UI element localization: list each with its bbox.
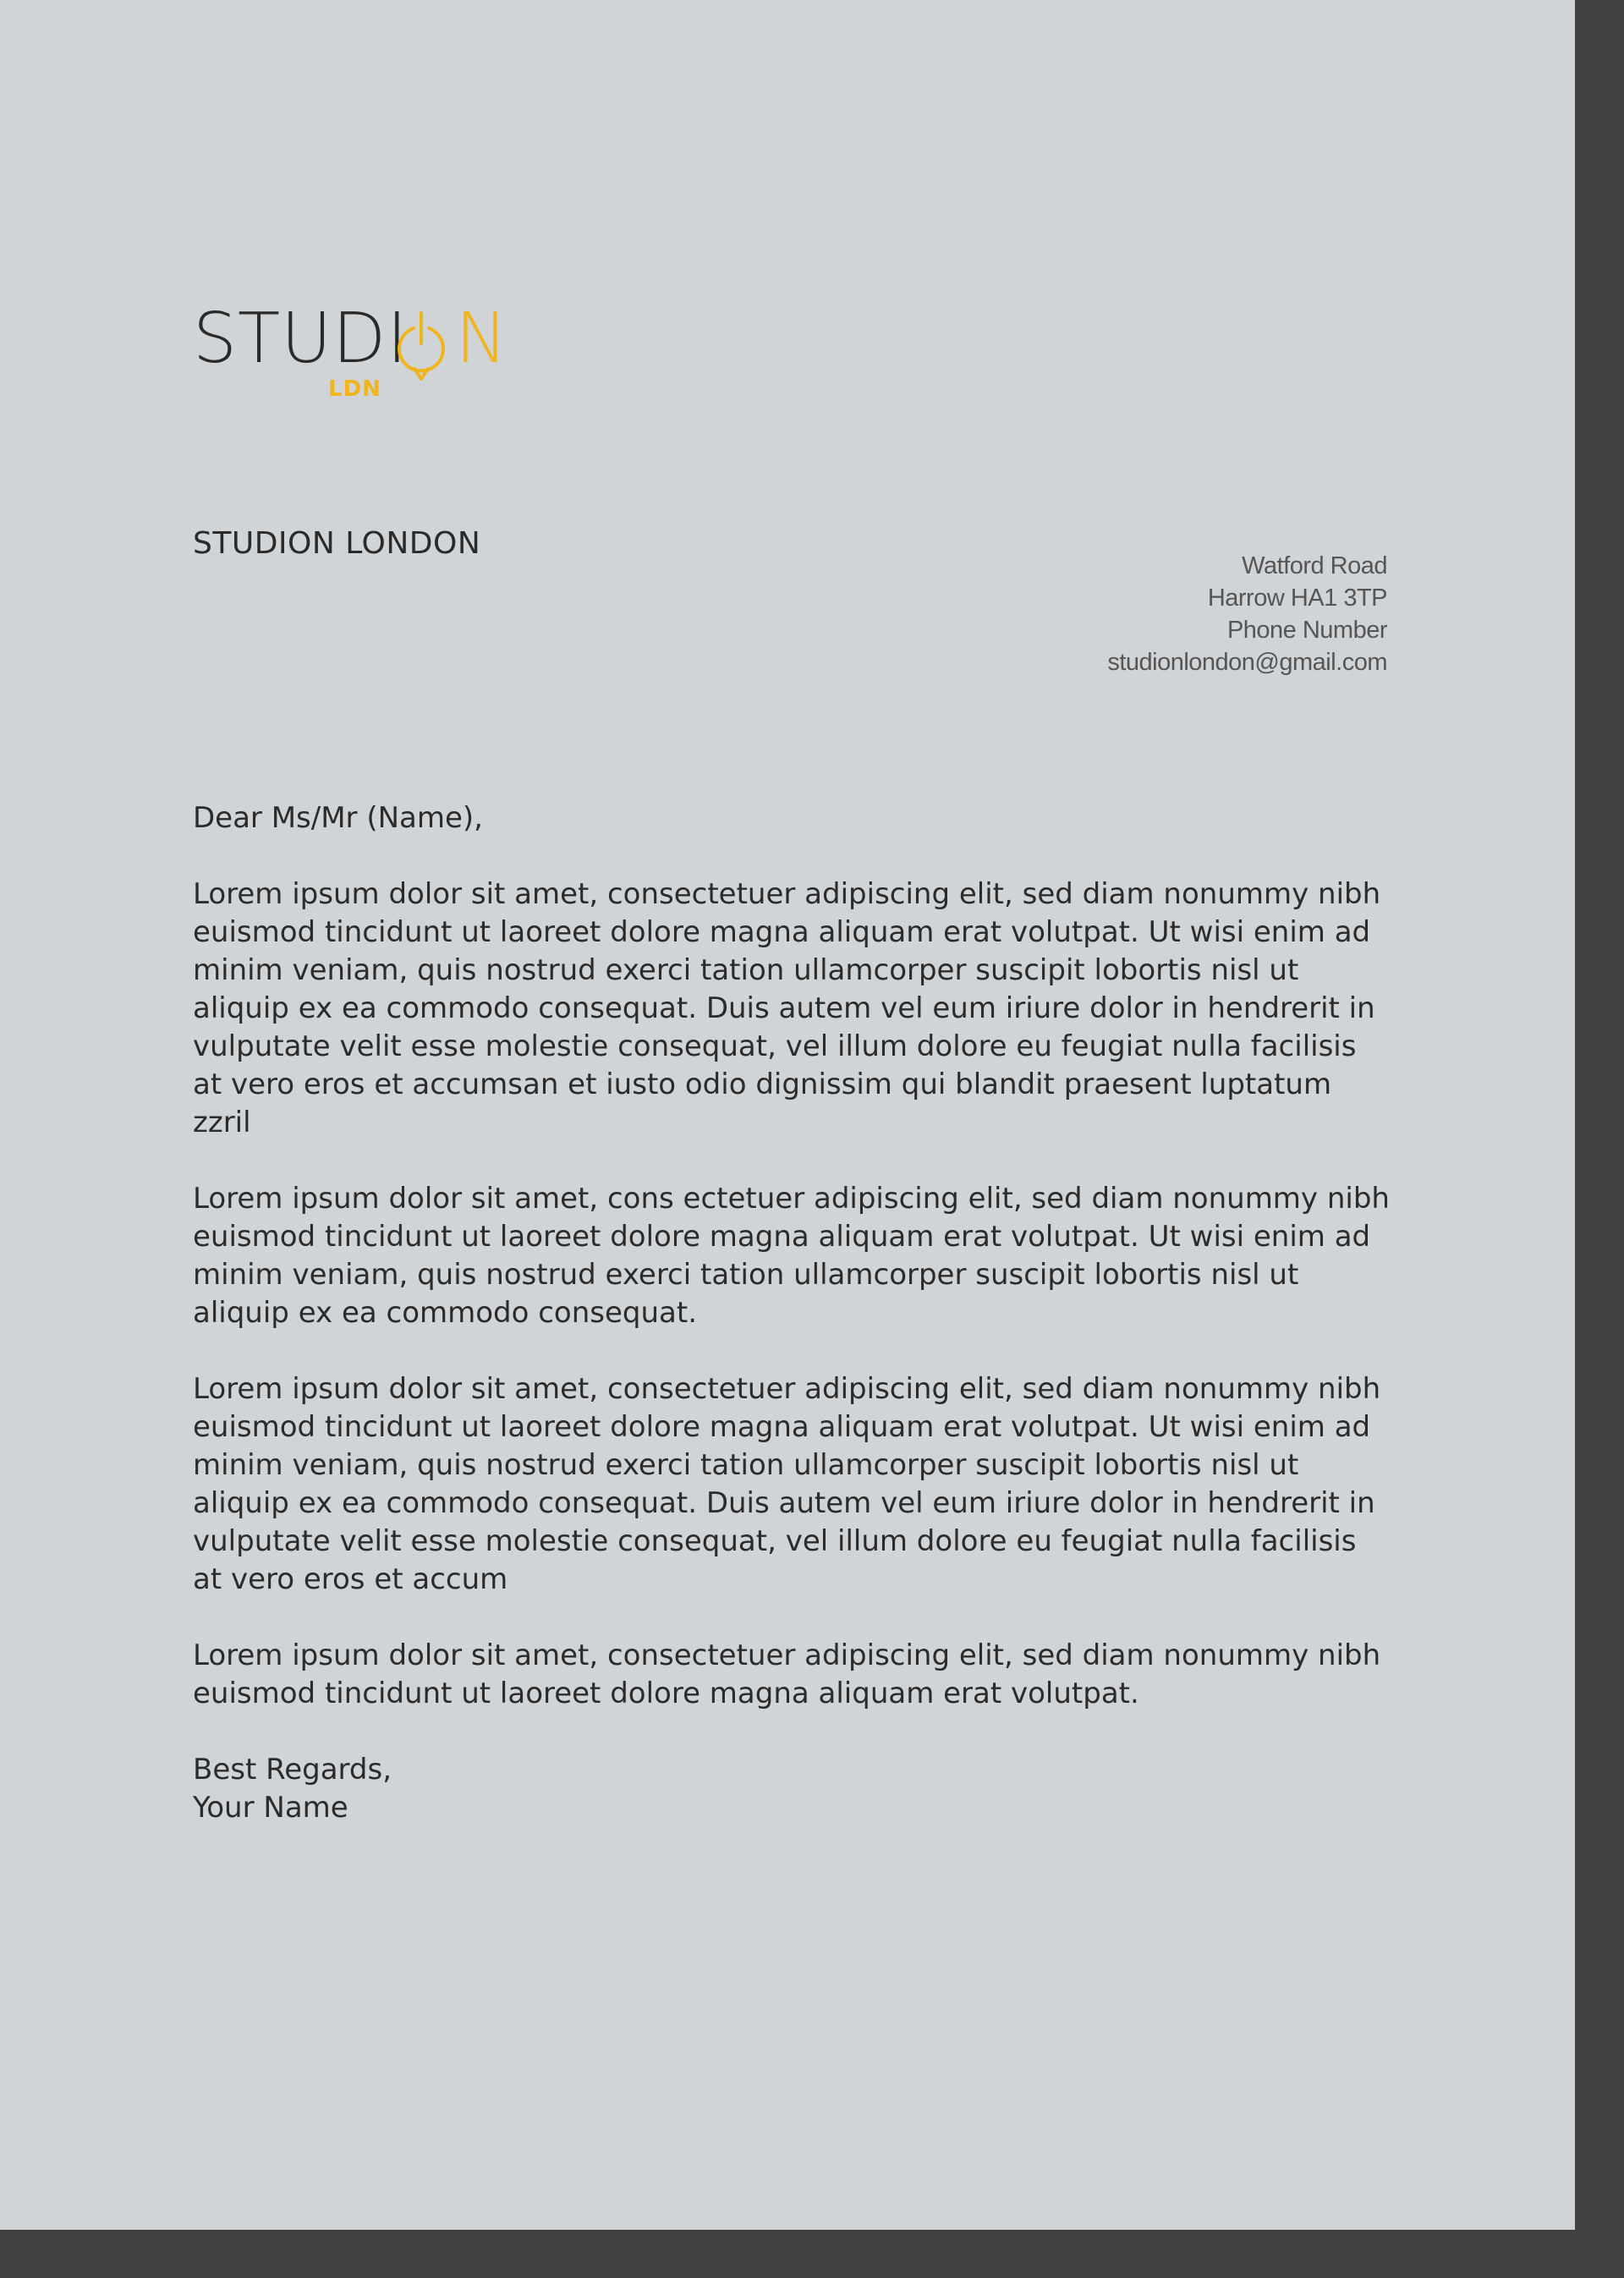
logo-subtitle: LDN <box>328 376 381 402</box>
studion-logo <box>193 299 514 406</box>
sender-address <box>1107 550 1387 678</box>
salutation: Dear Ms/Mr (Name), <box>193 801 483 835</box>
address-town: Harrow HA1 3TP <box>1207 585 1387 612</box>
paragraph-3: Lorem ipsum dolor sit amet, consectetuer adipiscing elit, sed diam nonummy nibh euismod tincidunt ut laoreet dolore magna aliquam erat volutpat. Ut wisi enim ad minim veniam, quis nostrud exerci tation ullamcorper suscipit lobortis nisl ut aliquip ex ea commodo consequat. Duis autem vel eum iriure dolor in hendrerit in vulputate velit esse molestie consequat, vel illum dolore eu feugiat nulla facilisis at vero eros et accum <box>193 1372 1381 1596</box>
address-phone: Phone Number <box>1226 617 1387 644</box>
logo-word-start: STUDI <box>193 299 409 379</box>
letter-body <box>193 799 1394 1827</box>
logo-wordmark <box>193 299 508 379</box>
company-name: STUDION LONDON <box>193 526 481 561</box>
paragraph-1: Lorem ipsum dolor sit amet, consectetuer adipiscing elit, sed diam nonummy nibh euismod tincidunt ut laoreet dolore magna aliquam erat volutpat. Ut wisi enim ad minim veniam, quis nostrud exerci tation ullamcorper suscipit lobortis nisl ut aliquip ex ea commodo consequat. Duis autem vel eum iriure dolor in hendrerit in vulputate velit esse molestie consequat, vel illum dolore eu feugiat nulla facilisis at vero eros et accumsan et iusto odio dignissim qui blandit praesent luptatum zzril <box>193 877 1381 1139</box>
address-street: Watford Road <box>1242 552 1387 579</box>
paragraph-2: Lorem ipsum dolor sit amet, cons ectetuer adipiscing elit, sed diam nonummy nibh euismod tincidunt ut laoreet dolore magna aliquam erat volutpat. Ut wisi enim ad minim veniam, quis nostrud exerci tation ullamcorper suscipit lobortis nisl ut aliquip ex ea commodo consequat. <box>193 1182 1390 1330</box>
signature: Your Name <box>193 1791 348 1825</box>
paragraph-4: Lorem ipsum dolor sit amet, consectetuer adipiscing elit, sed diam nonummy nibh euismod tincidunt ut laoreet dolore magna aliquam erat volutpat. <box>193 1639 1381 1710</box>
logo-word-end: N <box>455 299 508 379</box>
closing: Best Regards, <box>193 1753 392 1787</box>
power-pin-icon <box>396 306 447 387</box>
address-email: studionlondon@gmail.com <box>1107 649 1387 676</box>
